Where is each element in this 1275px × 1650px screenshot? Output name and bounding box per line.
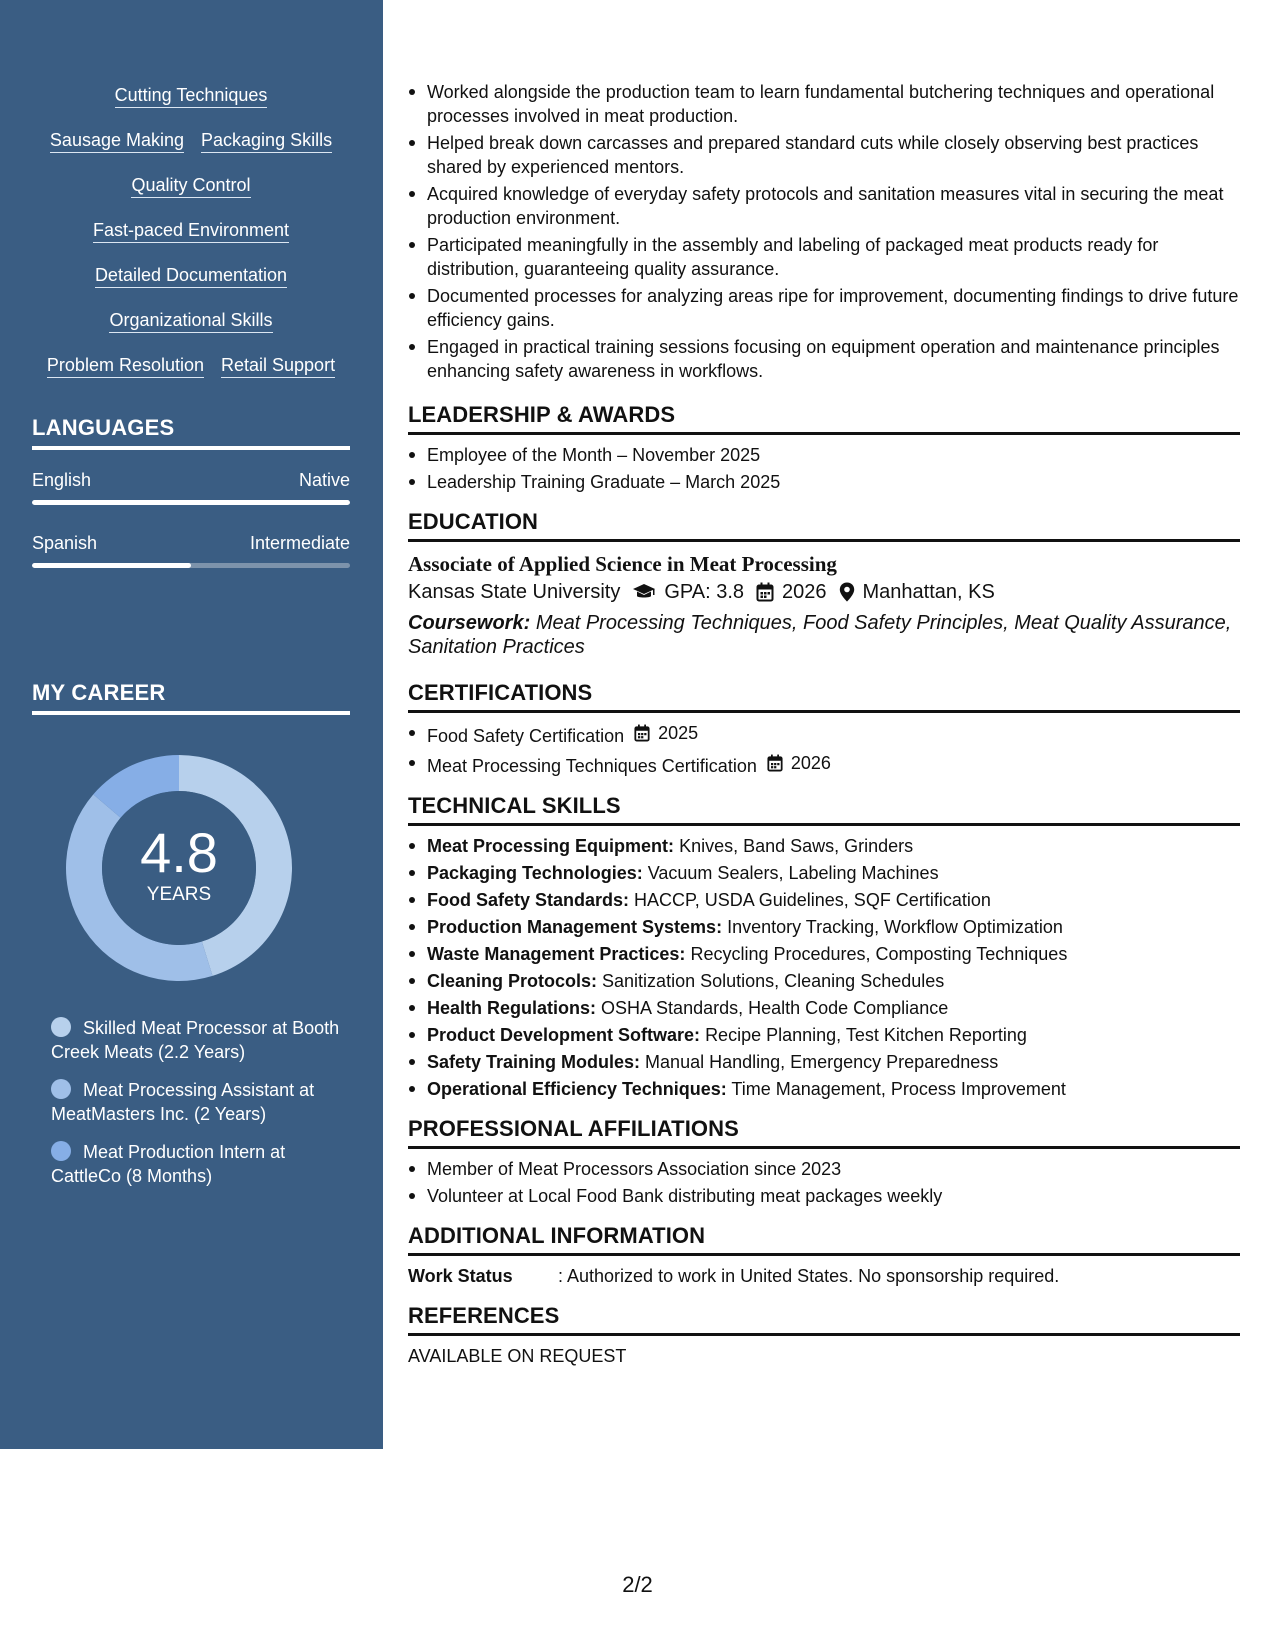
skill-row xyxy=(32,129,350,174)
additional-info-section xyxy=(408,1222,1240,1288)
work-status-value: : Authorized to work in United States. No sponsorship required. xyxy=(558,1266,1060,1286)
technical-skill-value: Inventory Tracking, Workflow Optimization xyxy=(727,917,1063,937)
certification-year: 2026 xyxy=(790,753,831,773)
education-gpa: GPA: 3.8 xyxy=(664,581,744,603)
coursework-text: Meat Processing Techniques, Food Safety Principles, Meat Quality Assurance, Sanitation Practices xyxy=(408,612,1232,658)
education-heading: EDUCATION xyxy=(408,508,1240,542)
skill-row xyxy=(32,84,350,129)
technical-skill-item xyxy=(408,834,1240,858)
language-level: Intermediate xyxy=(249,533,350,553)
language-name: Spanish xyxy=(32,533,98,553)
experience-bullet: Helped break down carcasses and prepared standard cuts while closely observing best practices shared by experienced mentors. xyxy=(408,131,1240,179)
affiliations-list xyxy=(408,1157,1240,1208)
experience-bullet: Worked alongside the production team to learn fundamental butchering techniques and operational processes involved in meat production. xyxy=(408,80,1240,128)
affiliation-item: Member of Meat Processors Association since 2023 xyxy=(408,1157,1240,1181)
skill-row xyxy=(32,264,350,309)
education-degree: Associate of Applied Science in Meat Processing xyxy=(408,552,837,576)
technical-skill-item xyxy=(408,996,1240,1020)
experience-bullets xyxy=(408,80,1240,383)
skill-row xyxy=(32,354,350,399)
affiliations-heading: PROFESSIONAL AFFILIATIONS xyxy=(408,1115,1240,1149)
technical-skill-name: Operational Efficiency Techniques: xyxy=(427,1079,727,1099)
technical-skill-name: Food Safety Standards: xyxy=(427,890,630,910)
technical-skill-value: Vacuum Sealers, Labeling Machines xyxy=(647,863,939,883)
career-legend-label: Meat Production Intern at CattleCo (8 Months) xyxy=(51,1142,286,1186)
technical-skill-name: Cleaning Protocols: xyxy=(427,971,598,991)
career-total-unit: YEARS xyxy=(146,884,212,905)
technical-skills-heading: TECHNICAL SKILLS xyxy=(408,792,1240,826)
technical-skill-value: Recycling Procedures, Composting Techniques xyxy=(690,944,1068,964)
language-proficiency-fill xyxy=(32,500,350,505)
sidebar xyxy=(0,0,383,1449)
language-row xyxy=(32,468,350,492)
main-content xyxy=(408,80,1240,1368)
skill-row xyxy=(32,174,350,219)
certifications-list xyxy=(408,721,1240,778)
language-proficiency-bar xyxy=(32,563,350,568)
career-legend-item xyxy=(51,1016,341,1064)
technical-skill-item xyxy=(408,915,1240,939)
references-heading: REFERENCES xyxy=(408,1302,1240,1336)
education-meta xyxy=(408,578,1240,606)
language-level: Native xyxy=(298,470,350,490)
certification-year: 2025 xyxy=(658,723,699,743)
language-proficiency-bar xyxy=(32,500,350,505)
education-year: 2026 xyxy=(782,581,827,603)
technical-skill-name: Health Regulations: xyxy=(427,998,597,1018)
technical-skills-list xyxy=(408,834,1240,1101)
experience-bullet: Engaged in practical training sessions focusing on equipment operation and maintenance principles enhancing safety awareness in workflows. xyxy=(408,335,1240,383)
calendar-icon xyxy=(756,582,774,602)
language-name: English xyxy=(32,470,92,490)
technical-skill-value: Time Management, Process Improvement xyxy=(731,1079,1066,1099)
skill-tag: Fast-paced Environment xyxy=(93,219,289,243)
page-number: 2/2 xyxy=(622,1572,653,1597)
technical-skill-value: Manual Handling, Emergency Preparedness xyxy=(645,1052,999,1072)
skill-row xyxy=(32,219,350,264)
career-total-years: 4.8 xyxy=(140,821,218,884)
certifications-section xyxy=(408,679,1240,778)
career-section xyxy=(32,679,350,715)
education-section xyxy=(408,508,1240,659)
legend-dot-icon xyxy=(51,1079,71,1099)
technical-skill-item xyxy=(408,861,1240,885)
technical-skill-item xyxy=(408,969,1240,993)
technical-skill-name: Meat Processing Equipment: xyxy=(427,836,675,856)
skill-tag: Problem Resolution xyxy=(47,354,204,378)
leadership-section xyxy=(408,401,1240,494)
affiliation-item: Volunteer at Local Food Bank distributing meat packages weekly xyxy=(408,1184,1240,1208)
calendar-icon xyxy=(634,724,654,742)
skill-tag: Packaging Skills xyxy=(201,129,332,153)
leadership-heading: LEADERSHIP & AWARDS xyxy=(408,401,1240,435)
technical-skill-value: OSHA Standards, Health Code Compliance xyxy=(601,998,949,1018)
technical-skill-item xyxy=(408,1050,1240,1074)
language-proficiency-fill xyxy=(32,563,191,568)
legend-dot-icon xyxy=(51,1141,71,1161)
graduation-cap-icon xyxy=(632,583,656,601)
career-legend xyxy=(51,1016,341,1202)
technical-skill-value: Recipe Planning, Test Kitchen Reporting xyxy=(705,1025,1027,1045)
skill-tag: Sausage Making xyxy=(50,129,184,153)
career-heading: MY CAREER xyxy=(32,679,350,715)
career-legend-label: Skilled Meat Processor at Booth Creek Meats (2.2 Years) xyxy=(51,1018,340,1062)
leadership-item: Employee of the Month – November 2025 xyxy=(408,443,1240,467)
references-text: AVAILABLE ON REQUEST xyxy=(408,1346,627,1366)
donut-center xyxy=(66,755,292,981)
experience-bullet: Documented processes for analyzing areas ripe for improvement, documenting findings to drive future efficiency gains. xyxy=(408,284,1240,332)
career-legend-label: Meat Processing Assistant at MeatMasters Inc. (2 Years) xyxy=(51,1080,315,1124)
career-legend-item xyxy=(51,1078,341,1126)
technical-skill-item xyxy=(408,1023,1240,1047)
leadership-list xyxy=(408,443,1240,494)
certifications-heading: CERTIFICATIONS xyxy=(408,679,1240,713)
technical-skill-item xyxy=(408,888,1240,912)
languages-heading: LANGUAGES xyxy=(32,414,350,450)
technical-skills-section xyxy=(408,792,1240,1101)
skill-row xyxy=(32,309,350,354)
technical-skill-value: Knives, Band Saws, Grinders xyxy=(679,836,914,856)
language-item xyxy=(32,531,350,568)
skill-tag: Cutting Techniques xyxy=(115,84,268,108)
work-status-row xyxy=(408,1264,1240,1288)
technical-skill-value: Sanitization Solutions, Cleaning Schedules xyxy=(602,971,945,991)
experience-bullet: Participated meaningfully in the assembly and labeling of packaged meat products ready for distribution, guaranteeing quality assurance. xyxy=(408,233,1240,281)
calendar-icon xyxy=(767,754,787,772)
leadership-item: Leadership Training Graduate – March 2025 xyxy=(408,470,1240,494)
certification-item xyxy=(408,751,1240,778)
skill-tag: Detailed Documentation xyxy=(95,264,287,288)
technical-skill-name: Packaging Technologies: xyxy=(427,863,643,883)
additional-info-heading: ADDITIONAL INFORMATION xyxy=(408,1222,1240,1256)
education-location: Manhattan, KS xyxy=(862,581,995,603)
certification-date xyxy=(767,751,831,775)
skill-tag: Retail Support xyxy=(221,354,335,378)
work-status-label: Work Status xyxy=(408,1266,513,1286)
legend-dot-icon xyxy=(51,1017,71,1037)
technical-skill-item xyxy=(408,1077,1240,1101)
certification-name: Food Safety Certification xyxy=(427,726,625,746)
career-donut-chart xyxy=(66,755,292,981)
technical-skill-value: HACCP, USDA Guidelines, SQF Certification xyxy=(634,890,991,910)
education-school: Kansas State University xyxy=(408,581,621,603)
languages-section xyxy=(32,414,350,568)
certification-date xyxy=(634,721,698,745)
skill-tag: Organizational Skills xyxy=(109,309,272,333)
career-legend-item xyxy=(51,1140,341,1188)
technical-skill-name: Safety Training Modules: xyxy=(427,1052,641,1072)
certification-item xyxy=(408,721,1240,748)
references-section xyxy=(408,1302,1240,1368)
affiliations-section xyxy=(408,1115,1240,1208)
coursework-label: Coursework: xyxy=(408,612,531,634)
technical-skill-name: Waste Management Practices: xyxy=(427,944,686,964)
skills-tag-cloud xyxy=(32,84,350,399)
education-coursework xyxy=(408,611,1240,659)
certification-name: Meat Processing Techniques Certification xyxy=(427,756,757,776)
language-item xyxy=(32,468,350,505)
location-pin-icon xyxy=(839,582,855,602)
languages-list xyxy=(32,468,350,568)
technical-skill-name: Production Management Systems: xyxy=(427,917,723,937)
technical-skill-name: Product Development Software: xyxy=(427,1025,701,1045)
technical-skill-item xyxy=(408,942,1240,966)
language-row xyxy=(32,531,350,555)
experience-bullet: Acquired knowledge of everyday safety protocols and sanitation measures vital in securing the meat production environment. xyxy=(408,182,1240,230)
skill-tag: Quality Control xyxy=(131,174,250,198)
